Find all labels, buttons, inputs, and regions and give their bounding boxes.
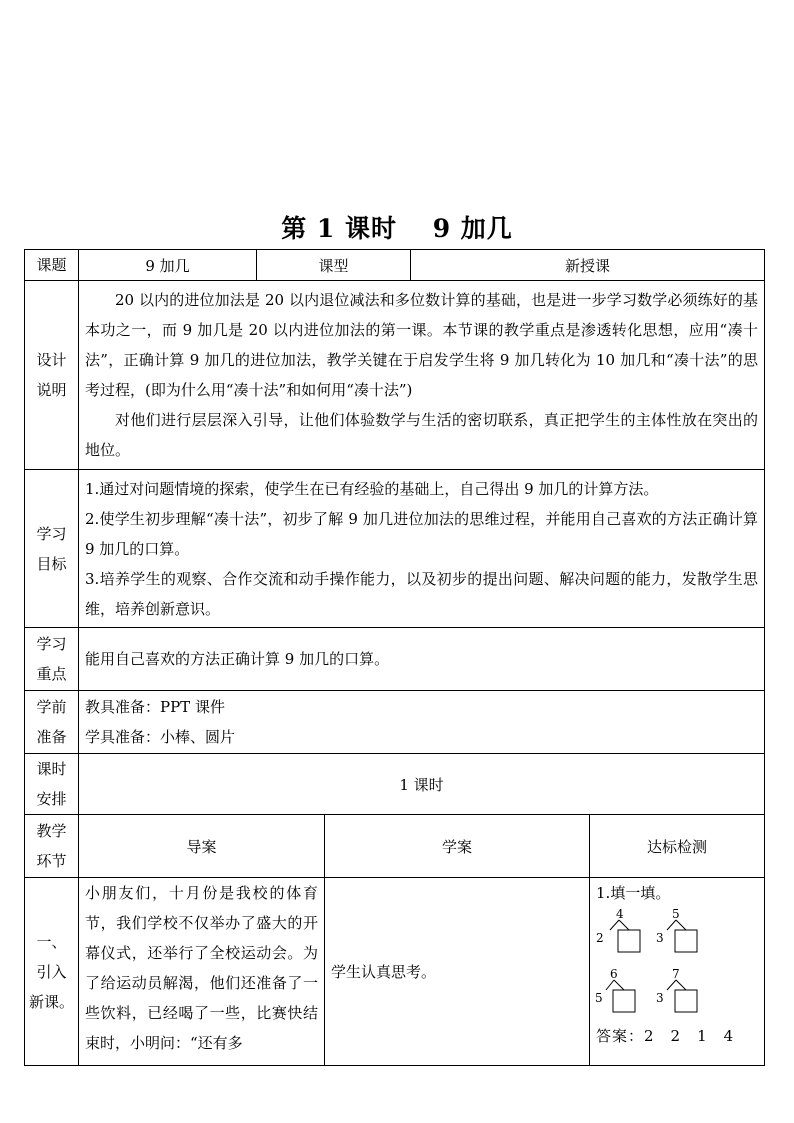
design-row <box>25 281 765 470</box>
type-label: 课型 <box>257 250 411 281</box>
step1-label-text: 一、 引入 新课。 <box>28 932 74 1011</box>
step1-guide-text: 小朋友们，十月份是我校的体育节，我们学校不仅举办了盛大的开幕仪式，还举行了全校运动会。为了给运动员解渴，他们还准备了一些饮料，已经喝了一些，比赛快结束时，小明问：“还有多 <box>85 884 318 1052</box>
tree-4-blank-box <box>675 990 697 1012</box>
step1-study-text: 学生认真思考。 <box>331 962 437 981</box>
prep-content <box>79 691 765 754</box>
goals-content <box>79 470 765 628</box>
step1-test-cell <box>590 878 765 1066</box>
topic-value: 9 加几 <box>79 250 257 281</box>
design-paragraph-2: 对他们进行层层深入引导，让他们体验数学与生活的密切联系，真正把学生的主体性放在突出的地位。 <box>85 411 759 459</box>
design-content <box>79 281 765 470</box>
number-split-diagrams <box>594 906 764 1024</box>
step1-label <box>25 878 79 1066</box>
process-label <box>25 815 79 878</box>
split-tree-1 <box>596 907 640 952</box>
prep-teacher: 教具准备：PPT 课件 <box>85 698 225 716</box>
tree-2-blank-box <box>675 930 697 952</box>
goals-label-text: 学习 目标 <box>36 524 67 573</box>
prep-label-text: 学前 准备 <box>36 698 67 746</box>
topic-row <box>25 250 765 281</box>
key-point-label-text: 学习 重点 <box>36 635 67 683</box>
prep-student: 学具准备：小棒、圆片 <box>85 728 236 746</box>
exercise-title: 1.填一填。 <box>596 884 671 902</box>
page-title: 第 1 课时 9 加几 <box>281 214 513 243</box>
key-point-text: 能用自己喜欢的方法正确计算 9 加几的口算。 <box>85 650 390 668</box>
tree-2-left-branch <box>667 920 676 930</box>
tree-3-left-branch <box>606 980 614 990</box>
tree-3-left: 5 <box>595 991 603 1005</box>
goals-label <box>25 470 79 628</box>
tree-1-right-branch <box>619 920 629 930</box>
tree-4-left: 3 <box>656 991 664 1005</box>
tree-4-top: 7 <box>672 967 680 981</box>
prep-label <box>25 691 79 754</box>
tree-3-blank-box <box>613 990 635 1012</box>
split-tree-3 <box>595 967 635 1012</box>
goals-row <box>25 470 765 628</box>
split-tree-4 <box>656 967 697 1012</box>
study-header: 学案 <box>325 815 590 878</box>
design-paragraph-1: 20 以内的进位加法是 20 以内退位减法和多位数计算的基础，也是进一步学习数学必须练好的基本功之一，而 9 加几是 20 以内进位加法的第一课。本节课的教学重点是渗透转化思想，应用“凑十法”，正确计算 9 加几的进位加法，教学关键在于启发学生将 9 加几转化为 10 加几和“凑十法”的思考过程，(即为什么用“凑十法”和如何用“凑十法”) <box>85 291 759 399</box>
schedule-label <box>25 754 79 815</box>
lesson-plan-table <box>24 249 765 1066</box>
process-header-row <box>25 815 765 878</box>
tree-2-left: 3 <box>656 931 664 945</box>
topic-label: 课题 <box>25 250 79 281</box>
key-point-label <box>25 628 79 691</box>
step1-guide-cell <box>79 878 325 1066</box>
tree-1-left: 2 <box>596 931 604 945</box>
step1-study-cell <box>325 878 590 1066</box>
process-label-text: 教学 环节 <box>36 822 67 870</box>
step1-row <box>25 878 765 1066</box>
schedule-value: 1 课时 <box>79 754 765 815</box>
test-header: 达标检测 <box>590 815 765 878</box>
tree-4-left-branch <box>667 980 676 990</box>
design-label <box>25 281 79 470</box>
goal-item-2: 2.使学生初步理解“凑十法”，初步了解 9 加几进位加法的思维过程，并能用自己喜欢的方法正确计算 9 加几的口算。 <box>85 509 759 558</box>
tree-2-top: 5 <box>672 907 680 921</box>
goal-item-3: 3.培养学生的观察、合作交流和动手操作能力，以及初步的提出问题、解决问题的能力，发散学生思维，培养创新意识。 <box>85 569 759 618</box>
tree-1-top: 4 <box>616 907 624 921</box>
split-tree-2 <box>656 907 697 952</box>
tree-3-top: 6 <box>610 967 618 981</box>
tree-1-left-branch <box>610 920 619 930</box>
schedule-label-text: 课时 安排 <box>36 760 67 808</box>
key-point-row <box>25 628 765 691</box>
type-value: 新授课 <box>411 250 765 281</box>
tree-3-right-branch <box>614 980 624 990</box>
guide-header: 导案 <box>79 815 325 878</box>
prep-row <box>25 691 765 754</box>
goal-item-1: 1.通过对问题情境的探索，使学生在已有经验的基础上，自己得出 9 加几的计算方法。 <box>85 479 659 498</box>
design-label-text: 设计 说明 <box>36 351 67 399</box>
tree-1-blank-box <box>618 930 640 952</box>
tree-4-right-branch <box>676 980 686 990</box>
tree-2-right-branch <box>676 920 686 930</box>
key-point-content <box>79 628 765 691</box>
schedule-row <box>25 754 765 815</box>
exercise-answer: 答案：2 2 1 4 <box>596 1027 735 1045</box>
